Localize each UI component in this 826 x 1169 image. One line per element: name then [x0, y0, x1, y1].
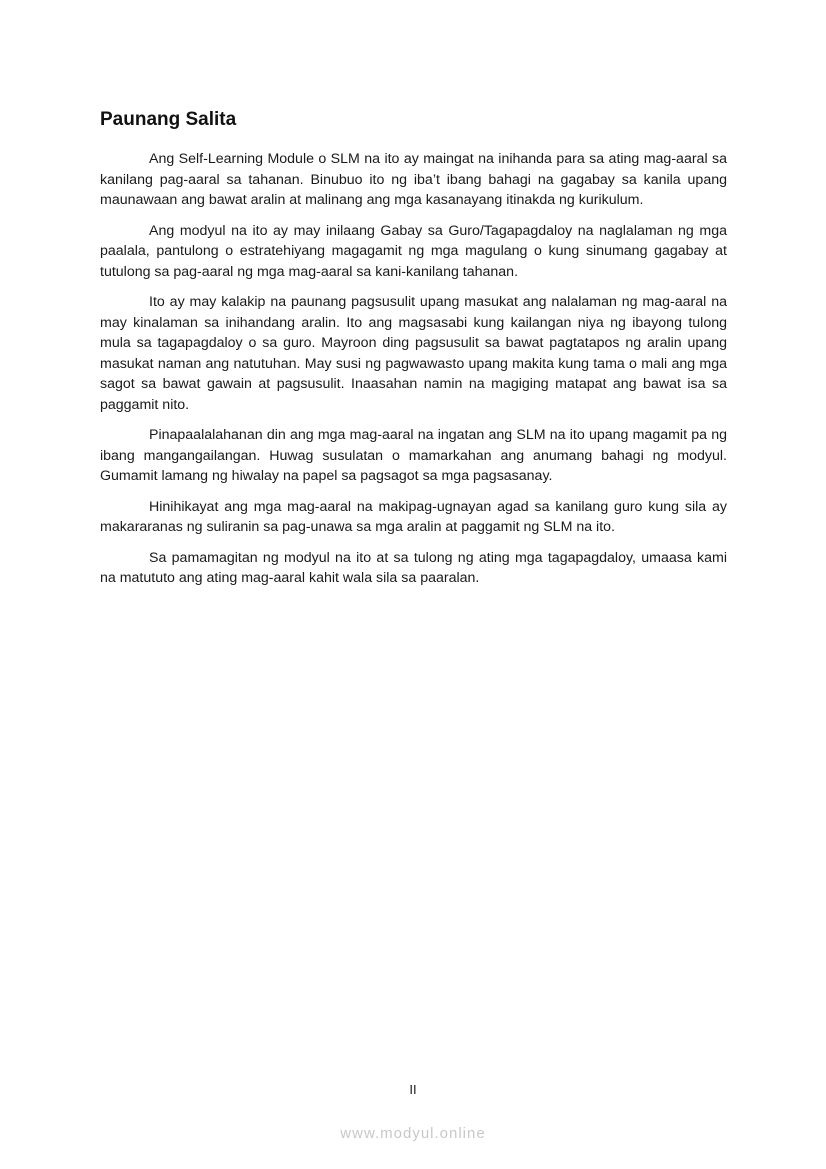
watermark: www.modyul.online	[340, 1125, 486, 1142]
paragraph-1: Ang Self-Learning Module o SLM na ito ay maingat na inihanda para sa ating mag-aaral sa kanilang pag-aaral sa tahanan. Binubuo ito ng iba’t ibang bahagi na gagabay sa kanila upang maunawaan ang bawat aralin at malinang ang mga kasanayang itinakda ng kurikulum.	[100, 151, 727, 208]
document-body	[100, 107, 727, 599]
paragraph-5: Hinihikayat ang mga mag-aaral na makipag-ugnayan agad sa kanilang guro kung sila ay makararanas ng suliranin sa pag-unawa sa mga aralin at paggamit ng SLM na ito.	[100, 498, 727, 535]
paragraph-3: Ito ay may kalakip na paunang pagsusulit upang masukat ang nalalaman ng mag-aaral na may kinalaman sa inihandang aralin. Ito ang magsasabi kung kailangan niya ng ibayong tulong mula sa tagapagdaloy o sa guro. Mayroon ding pagsusulit sa bawat pagtatapos ng aralin upang masukat naman ang natutuhan. May susi ng pagwawasto upang makita kung tama o mali ang mga sagot sa bawat gawain at pagsusulit. Inaasahan namin na magiging matapat ang bawat isa sa paggamit nito.	[100, 294, 727, 413]
paragraph-4: Pinapaalalahanan din ang mga mag-aaral na ingatan ang SLM na ito upang magamit pa ng ibang mangangailangan. Huwag susulatan o mamarkahan ang anumang bahagi ng modyul. Gumamit lamang ng hiwalay na papel sa pagsagot sa mga pagsasanay.	[100, 427, 727, 484]
paragraph-2: Ang modyul na ito ay may inilaang Gabay sa Guro/Tagapagdaloy na naglalaman ng mga paalala, pantulong o estratehiyang magagamit ng mga magulang o kung sinumang gagabay at tutulong sa pag-aaral ng mga mag-aaral sa kani-kanilang tahanan.	[100, 222, 727, 280]
page-title: Paunang Salita	[100, 109, 237, 130]
page-number: II	[409, 1082, 417, 1097]
paragraph-6: Sa pamamagitan ng modyul na ito at sa tulong ng ating mga tagapagdaloy, umaasa kami na matututo ang ating mag-aaral kahit wala sila sa paaralan.	[100, 549, 727, 586]
